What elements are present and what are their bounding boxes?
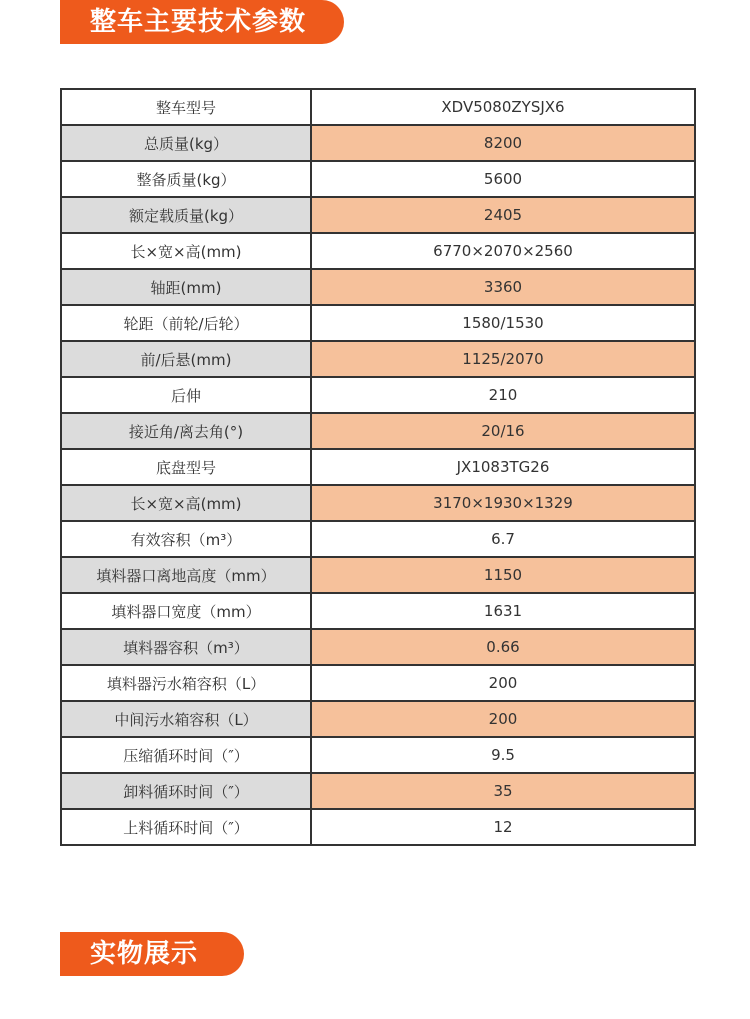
spec-value-load-cycle: 12 [311, 809, 695, 845]
spec-value-hopper-height: 1150 [311, 557, 695, 593]
table-row [61, 629, 695, 665]
spec-value-track: 1580/1530 [311, 305, 695, 341]
table-row [61, 125, 695, 161]
spec-value-wheelbase: 3360 [311, 269, 695, 305]
spec-value-curb-mass: 5600 [311, 161, 695, 197]
spec-value-rear-extension: 210 [311, 377, 695, 413]
table-row [61, 269, 695, 305]
spec-label-rear-extension: 后伸 [61, 377, 311, 413]
table-row [61, 197, 695, 233]
table-row [61, 485, 695, 521]
table-row [61, 377, 695, 413]
spec-label-wheelbase: 轴距(mm) [61, 269, 311, 305]
spec-value-compress-cycle: 9.5 [311, 737, 695, 773]
table-row [61, 773, 695, 809]
spec-label-chassis-model: 底盘型号 [61, 449, 311, 485]
table-row [61, 449, 695, 485]
spec-label-effective-volume: 有效容积（m³） [61, 521, 311, 557]
spec-label-hopper-sewage-tank: 填料器污水箱容积（L） [61, 665, 311, 701]
table-row [61, 737, 695, 773]
spec-table [60, 88, 696, 846]
spec-label-hopper-height: 填料器口离地高度（mm） [61, 557, 311, 593]
spec-value-hopper-sewage-tank: 200 [311, 665, 695, 701]
spec-value-hopper-volume: 0.66 [311, 629, 695, 665]
table-row [61, 413, 695, 449]
table-row [61, 521, 695, 557]
table-row [61, 809, 695, 845]
spec-label-unload-cycle: 卸料循环时间（″） [61, 773, 311, 809]
spec-value-effective-volume: 6.7 [311, 521, 695, 557]
spec-value-overhang: 1125/2070 [311, 341, 695, 377]
spec-value-middle-sewage-tank: 200 [311, 701, 695, 737]
spec-label-compress-cycle: 压缩循环时间（″） [61, 737, 311, 773]
spec-value-rated-load: 2405 [311, 197, 695, 233]
spec-value-model: XDV5080ZYSJX6 [311, 89, 695, 125]
spec-label-track: 轮距（前轮/后轮） [61, 305, 311, 341]
spec-label-load-cycle: 上料循环时间（″） [61, 809, 311, 845]
table-row [61, 341, 695, 377]
spec-label-approach-departure: 接近角/离去角(°) [61, 413, 311, 449]
spec-label-middle-sewage-tank: 中间污水箱容积（L） [61, 701, 311, 737]
table-row [61, 161, 695, 197]
spec-value-approach-departure: 20/16 [311, 413, 695, 449]
spec-label-model: 整车型号 [61, 89, 311, 125]
spec-value-chassis-dimensions: 3170×1930×1329 [311, 485, 695, 521]
spec-value-unload-cycle: 35 [311, 773, 695, 809]
spec-label-hopper-volume: 填料器容积（m³） [61, 629, 311, 665]
spec-label-curb-mass: 整备质量(kg） [61, 161, 311, 197]
spec-label-dimensions: 长×宽×高(mm) [61, 233, 311, 269]
table-row [61, 89, 695, 125]
spec-value-dimensions: 6770×2070×2560 [311, 233, 695, 269]
table-row [61, 233, 695, 269]
spec-label-chassis-dimensions: 长×宽×高(mm) [61, 485, 311, 521]
spec-value-chassis-model: JX1083TG26 [311, 449, 695, 485]
table-row [61, 593, 695, 629]
spec-label-hopper-width: 填料器口宽度（mm） [61, 593, 311, 629]
spec-label-gross-mass: 总质量(kg） [61, 125, 311, 161]
spec-label-overhang: 前/后悬(mm) [61, 341, 311, 377]
spec-value-hopper-width: 1631 [311, 593, 695, 629]
table-row [61, 557, 695, 593]
spec-label-rated-load: 额定载质量(kg） [61, 197, 311, 233]
table-row [61, 665, 695, 701]
section-title-specs: 整车主要技术参数 [60, 0, 344, 44]
spec-value-gross-mass: 8200 [311, 125, 695, 161]
table-row [61, 305, 695, 341]
section-title-photos: 实物展示 [60, 932, 244, 976]
table-row [61, 701, 695, 737]
